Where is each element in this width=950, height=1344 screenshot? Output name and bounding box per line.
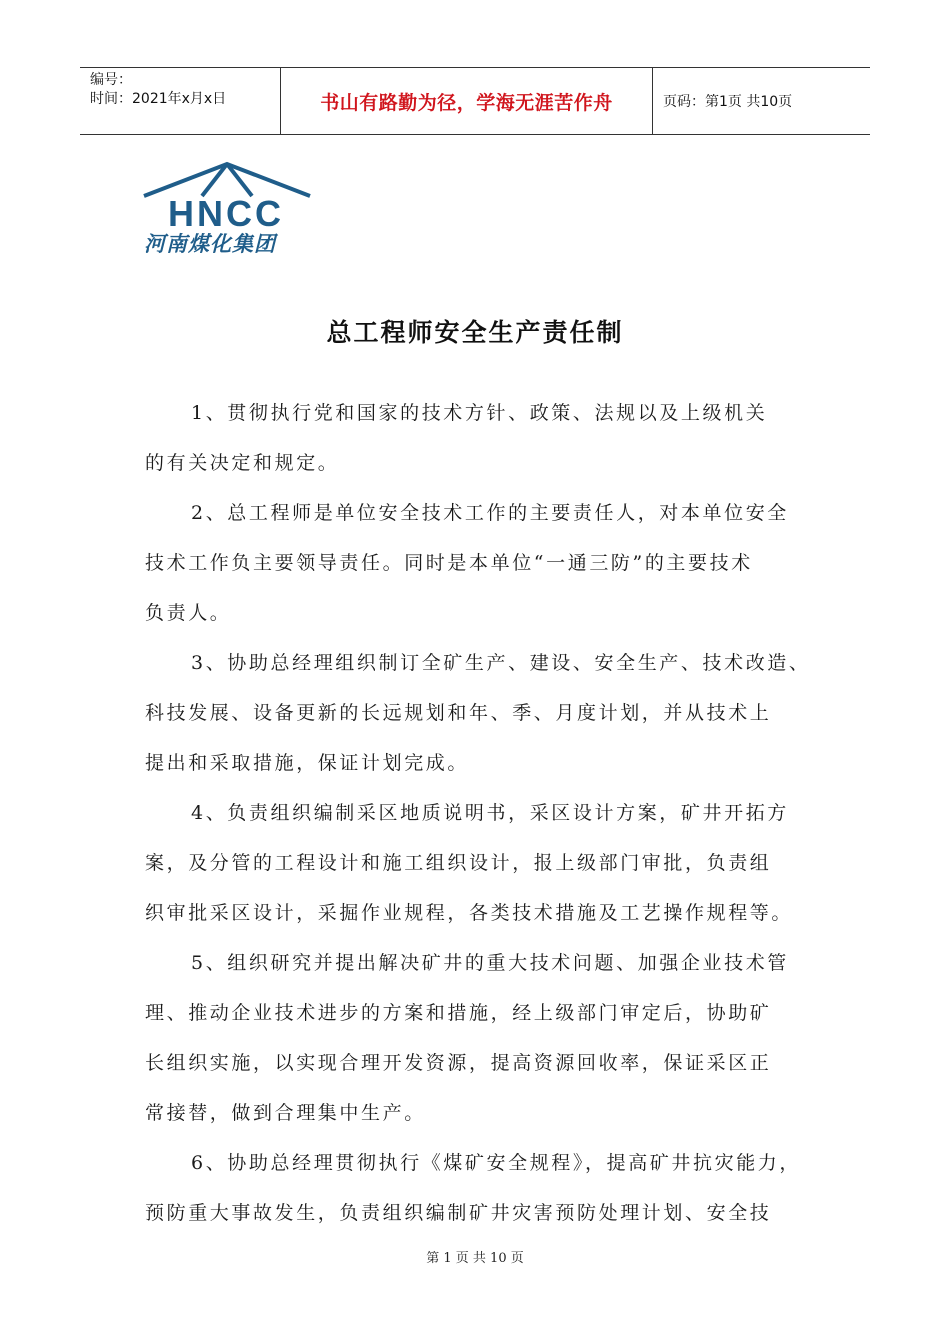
text-line: 案，及分管的工程设计和施工组织设计，报上级部门审批，负责组 (145, 852, 772, 874)
document-title: 总工程师安全生产责任制 (326, 318, 624, 347)
page-footer: 第 1 页 共 10 页 (426, 1251, 524, 1266)
logo-latin-text: HNCC (168, 193, 284, 234)
text-line: 负责人。 (145, 602, 232, 624)
document-body (145, 388, 825, 1238)
text-line: 1、贯彻执行党和国家的技术方针、政策、法规以及上级机关 (191, 402, 768, 424)
text-line: 常接替，做到合理集中生产。 (145, 1102, 426, 1124)
text-line: 的有关决定和规定。 (145, 452, 340, 474)
header-page-number: 页码：第1页 共10页 (663, 94, 793, 110)
text-line: 织审批采区设计，采掘作业规程，各类技术措施及工艺操作规程等。 (145, 902, 794, 924)
header-left-cell (80, 68, 281, 134)
text-line: 理、推动企业技术进步的方案和措施，经上级部门审定后，协助矿 (145, 1002, 772, 1024)
document-date: 时间：2021年x月x日 (90, 91, 227, 107)
text-line: 3、协助总经理组织制订全矿生产、建设、安全生产、技术改造、 (191, 652, 811, 674)
text-line: 提出和采取措施，保证计划完成。 (145, 752, 470, 774)
text-line: 5、组织研究并提出解决矿井的重大技术问题、加强企业技术管 (191, 952, 789, 974)
logo-chinese-text: 河南煤化集团 (144, 232, 276, 256)
document-number-label: 编号： (90, 72, 132, 88)
logo-roof (144, 164, 310, 196)
text-line: 长组织实施，以实现合理开发资源，提高资源回收率，保证采区正 (145, 1052, 772, 1074)
text-line: 科技发展、设备更新的长远规划和年、季、月度计划，并从技术上 (145, 702, 772, 724)
text-line: 6、协助总经理贯彻执行《煤矿安全规程》，提高矿井抗灾能力， (191, 1152, 801, 1174)
text-line: 预防重大事故发生，负责组织编制矿井灾害预防处理计划、安全技 (145, 1202, 772, 1224)
text-line: 技术工作负主要领导责任。同时是本单位“一通三防”的主要技术 (145, 552, 753, 574)
header-motto: 书山有路勤为径，学海无涯苦作舟 (281, 68, 653, 134)
text-line: 2、总工程师是单位安全技术工作的主要责任人，对本单位安全 (191, 502, 789, 524)
text-line: 4、负责组织编制采区地质说明书，采区设计方案，矿井开拓方 (191, 802, 789, 824)
header-table (80, 67, 870, 135)
